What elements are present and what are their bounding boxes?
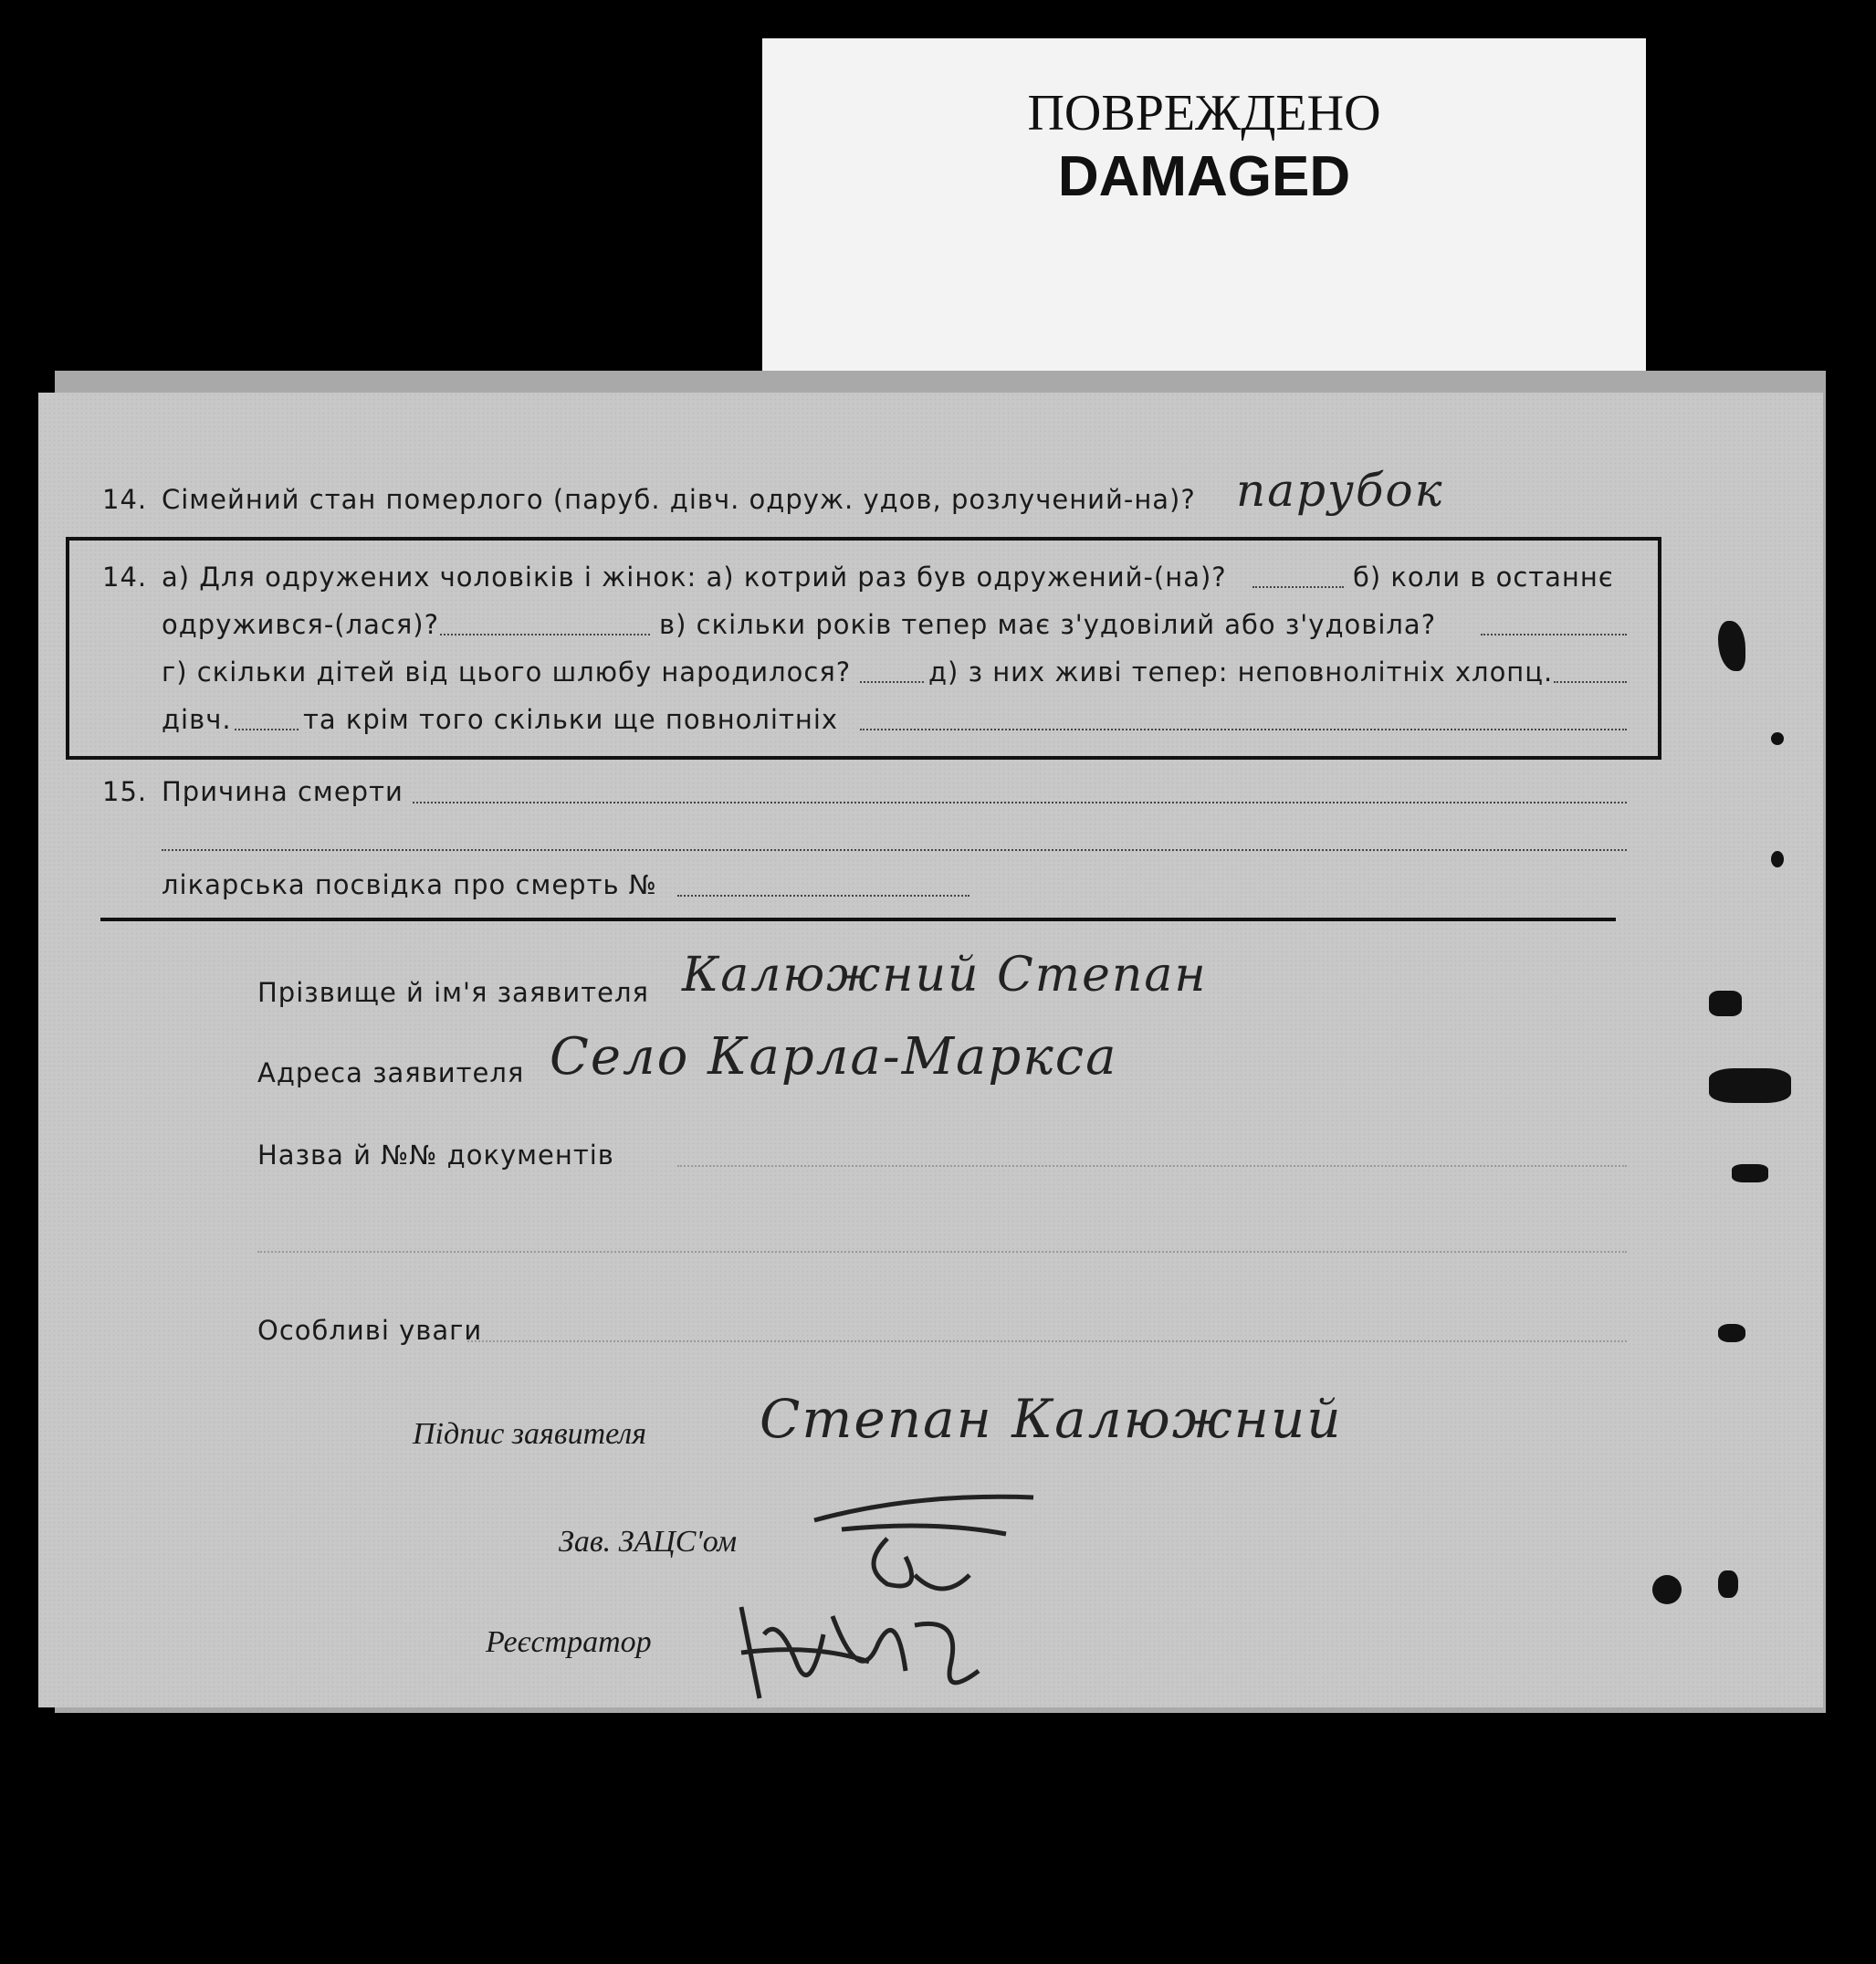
q14a-line4a: дівч.: [162, 704, 232, 735]
q14-number: 14.: [102, 484, 148, 515]
damage-mark: [1718, 621, 1745, 671]
q14-text: Сімейний стан померлого (паруб. дівч. одруж. удов, розлучений-на)?: [162, 484, 1196, 515]
documents-blank-1: [677, 1165, 1627, 1167]
q14a-blank-5: [1554, 681, 1627, 683]
damage-mark: [1718, 1324, 1745, 1342]
applicant-address-label: Адреса заявителя: [257, 1057, 525, 1088]
q14a-line2a: одружився-(лася)?: [162, 609, 439, 640]
damage-mark: [1709, 1068, 1791, 1103]
damaged-label: [762, 38, 1646, 383]
head-label: Зав. ЗАЦС'ом: [559, 1525, 738, 1559]
punch-hole: [1771, 732, 1784, 745]
q14a-line1a: а) Для одружених чоловіків і жінок: а) котрий раз був одружений-(на)?: [162, 562, 1227, 593]
applicant-address-handwritten: Село Карла-Маркса: [550, 1027, 1118, 1087]
registrar-label: Реєстратор: [486, 1625, 652, 1659]
q14a-line2b: в) скільки років тепер має з'удовілий або з'удовіла?: [659, 609, 1437, 640]
applicant-name-label: Прізвище й ім'я заявителя: [257, 977, 649, 1008]
q14a-line4b: та крім того скільки ще повнолітніх: [303, 704, 839, 735]
q14a-blank-3: [1481, 634, 1627, 635]
form-sheet: [38, 393, 1823, 1707]
punch-hole: [1652, 1575, 1682, 1604]
q14a-blank-4: [860, 681, 924, 683]
damage-mark: [1709, 991, 1742, 1016]
documents-blank-2: [257, 1251, 1627, 1253]
q15-number: 15.: [102, 776, 148, 807]
registrar-signature-scribble: [723, 1580, 1015, 1717]
q14a-blank-7: [860, 729, 1627, 730]
q14a-line1b: б) коли в останнє: [1353, 562, 1614, 593]
damaged-label-ukr: ПОВРЕЖДЕНО: [1027, 85, 1381, 142]
punch-hole: [1771, 851, 1784, 867]
remarks-label: Особливі уваги: [257, 1315, 483, 1346]
documents-label: Назва й №№ документів: [257, 1140, 614, 1171]
remarks-blank: [467, 1340, 1627, 1342]
q15-blank-1: [413, 802, 1627, 803]
signature-handwritten: Степан Калюжний: [760, 1388, 1343, 1450]
damage-mark: [1718, 1570, 1738, 1598]
q14a-blank-2: [440, 634, 650, 635]
q14-answer-handwritten: парубок: [1236, 464, 1444, 517]
q14a-line3a: г) скільки дітей від цього шлюбу народилося?: [162, 656, 852, 688]
applicant-name-handwritten: Калюжний Степан: [682, 948, 1208, 1003]
q14a-blank-6: [235, 729, 299, 730]
q15-text: Причина смерти: [162, 776, 403, 807]
signature-label: Підпис заявителя: [413, 1417, 647, 1451]
q15-certificate: лікарська посвідка про смерть №: [162, 869, 657, 900]
section-divider: [100, 918, 1616, 921]
q15-blank-3: [677, 895, 969, 897]
damage-mark: [1732, 1164, 1768, 1182]
q14a-line3b: д) з них живі тепер: неповнолітніх хлопц.: [928, 656, 1554, 688]
q15-blank-2: [162, 849, 1627, 851]
q14a-blank-1: [1252, 586, 1344, 588]
q14a-number: 14.: [102, 562, 148, 593]
damaged-label-eng: DAMAGED: [1057, 145, 1351, 208]
